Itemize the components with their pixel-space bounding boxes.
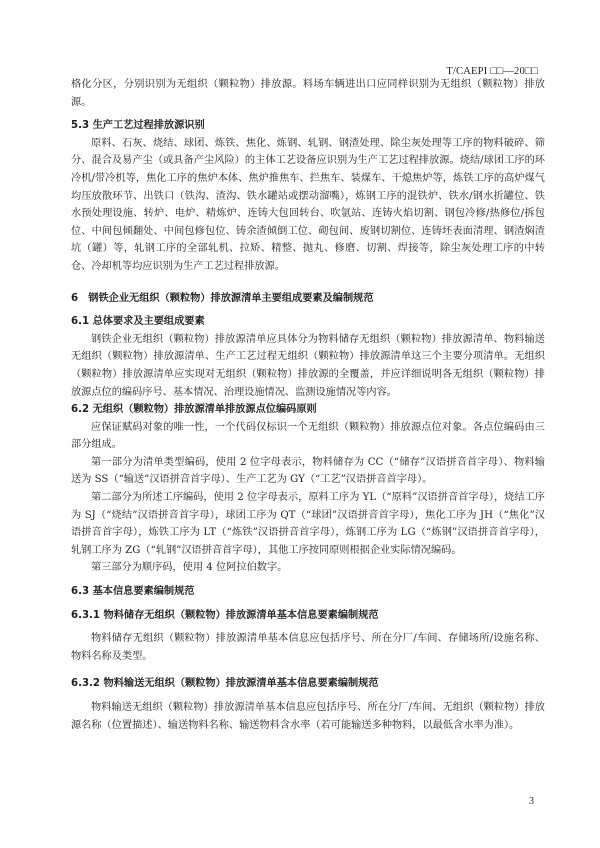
paragraph-6-2-intro: 应保证赋码对象的唯一性，一个代码仅标识一个无组织（颗粒物）排放源点位对象。各点位编码由三部分组成。 [71,421,545,451]
paragraph-6-1: 钢铁企业无组织（颗粒物）排放源清单应具体分为物料储存无组织（颗粒物）排放源清单、物料输送无组织（颗粒物）排放源清单、生产工艺过程无组织（颗粒物）排放源清单这三个主要分项清单。无组织（颗粒物）排放源清单应实现对无组织（颗粒物）排放源的全覆盖，并应详细说明各无组织（颗粒物）排放源点位的编码序号、基本情况、治理设施情况、监测设施情况等内容。 [71,333,545,398]
paragraph-continuation: 格化分区，分别识别为无组织（颗粒物）排放源。料场车辆进出口应同样识别为无组织（颗粒物）排放源。 [71,79,545,108]
heading-6-3-2: 6.3.2 物料输送无组织（颗粒物）排放源清单基本信息要素编制规范 [71,678,379,690]
heading-6-2: 6.2 无组织（颗粒物）排放源清单排放源点位编码原则 [71,404,317,416]
paragraph-5-3: 原料、石灰、烧结、球团、炼铁、焦化、炼钢、轧钢、钢渣处理、除尘灰处理等工序的物料破碎、筛分、混合及易产尘（或具备产尘风险）的主体工艺设备应识别为生产工艺过程排放源。烧结/球团工序的环冷机/带冷机等，焦化工序的焦炉本体、焦炉推焦车、拦焦车、装煤车、干熄焦炉等，炼铁工序的高炉煤气均压放散环节、出铁口（铁沟、渣沟、铁水罐站或摆动溜嘴），炼钢工序的混铁炉、铁水/钢水折罐位、铁水预处理设施、转炉、电炉、精炼炉、连铸大包回转台、吹氩站、连铸火焰切割、钢包冷修/热修位/拆包位、中间包倾翻处、中间包修包位、铸余渣倾倒工位、砌包间、废钢切割位、连铸坯表面清理、钢渣焖渣坑（罐）等，轧钢工序的全部轧机、拉矫、精整、抛丸、修磨、切割、焊接等，除尘灰处理工序的中转仓、冷却机等均应识别为生产工艺过程排放源。 [71,137,545,272]
page-body [71,76,545,734]
paragraph-6-2-part-three: 第三部分为顺序码，使用 4 位阿拉伯数字。 [91,562,288,574]
heading-5-3: 5.3 生产工艺过程排放源识别 [71,120,205,132]
paragraph-6-2-part-two: 第二部分为所述工序编码，使用 2 位字母表示，原料工序为 YL（“原料”汉语拼音首字母），烧结工序为 SJ（“烧结”汉语拼音首字母），球团工序为 QT（“球团”汉语拼音首字母），焦化工序为 JH（“焦化”汉语拼音首字母），炼铁工序为 LT（“炼铁”汉语拼音首字母），炼钢工序为 LG（“炼钢”汉语拼音首字母），轧钢工序为 ZG（“轧钢”汉语拼音首字母），其他工序按同原则根据企业实际情况编码。 [71,492,545,556]
paragraph-6-2-part-one: 第一部分为清单类型编码，使用 2 位字母表示，物料储存为 CC（“储存”汉语拼音首字母）、物料输送为 SS（“输送”汉语拼音首字母）、生产工艺为 GY（“工艺”汉语拼音首字母）。 [71,456,545,486]
paragraph-6-3-2: 物料输送无组织（颗粒物）排放源清单基本信息应包括序号、所在分厂/车间、无组织（颗粒物）排放源名称（位置描述）、输送物料名称、输送物料含水率（若可能输送多种物料，以最低含水率为准）。 [71,702,545,731]
standard-code-header: T/CAEPI □□—20□□ [446,66,538,77]
heading-6-3-1: 6.3.1 物料储存无组织（颗粒物）排放源清单基本信息要素编制规范 [71,609,379,621]
heading-6: 6 钢铁企业无组织（颗粒物）排放源清单主要组成要素及编制规范 [71,292,374,304]
heading-6-3: 6.3 基本信息要素编制规范 [71,586,195,598]
paragraph-6-3-1: 物料储存无组织（颗粒物）排放源清单基本信息应包括序号、所在分厂/车间、存储场所/设施名称、物料名称及类型。 [71,633,545,662]
heading-6-1: 6.1 总体要求及主要组成要素 [71,316,205,328]
page-number: 3 [529,796,534,807]
